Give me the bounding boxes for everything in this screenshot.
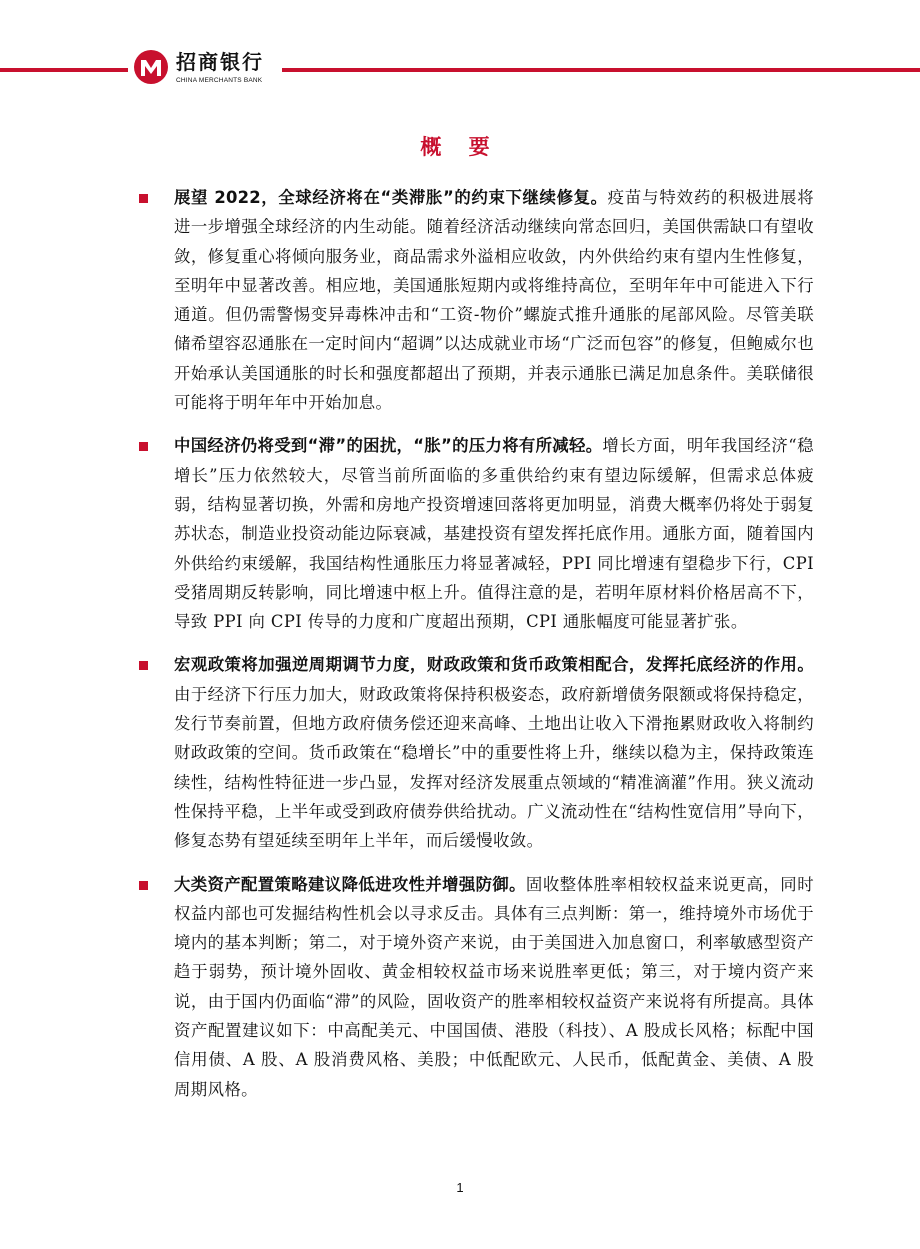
- page-header: [0, 0, 920, 100]
- header-rule-right: [282, 68, 920, 72]
- bullet-square-icon: [139, 442, 148, 451]
- summary-content: [134, 183, 814, 1118]
- bullet-square-icon: [139, 881, 148, 890]
- page-title: 概 要: [420, 135, 500, 159]
- bullet-square-icon: [139, 661, 148, 670]
- summary-paragraph: [174, 650, 814, 855]
- summary-item: [134, 431, 814, 636]
- paragraph-lead: 宏观政策将加强逆周期调节力度，财政政策和货币政策相配合，发挥托底经济的作用。: [174, 655, 814, 675]
- paragraph-body: 固收整体胜率相较权益来说更高，同时权益内部也可发掘结构性机会以寻求反击。具体有三点判断：第一，维持境外市场优于境内的基本判断；第二，对于境外资产来说，由于美国进入加息窗口，利率敏感型资产趋于弱势，预计境外固收、黄金相较权益市场来说胜率更低；第三，对于境内资产来说，由于国内仍面临“滞”的风险，固收资产的胜率相较权益资产来说将有所提高。具体资产配置建议如下：中高配美元、中国国债、港股（科技）、A 股成长风格；标配中国信用债、A 股、A 股消费风格、美股；中低配欧元、人民币，低配黄金、美债、A 股周期风格。: [174, 874, 814, 1099]
- summary-paragraph: [174, 183, 814, 417]
- summary-paragraph: [174, 870, 814, 1104]
- paragraph-body: 增长方面，明年我国经济“稳增长”压力依然较大，尽管当前所面临的多重供给约束有望边际缓解，但需求总体疲弱，结构显著切换，外需和房地产投资增速回落将更加明显，消费大概率仍将处于弱复苏状态，制造业投资动能边际衰减，基建投资有望发挥托底作用。通胀方面，随着国内外供给约束缓解，我国结构性通胀压力将显著减轻，PPI 同比增速有望稳步下行，CPI 受猪周期反转影响，同比增速中枢上升。值得注意的是，若明年原材料价格居高不下，导致 PPI 向 CPI 传导的力度和广度超出预期，CPI 通胀幅度可能显著扩张。: [174, 436, 814, 632]
- paragraph-body: 由于经济下行压力加大，财政政策将保持积极姿态，政府新增债务限额或将保持稳定，发行节奏前置，但地方政府债务偿还迎来高峰、土地出让收入下滑拖累财政收入将制约财政政策的空间。货币政策在“稳增长”中的重要性将上升，继续以稳为主，保持政策连续性，结构性特征进一步凸显，发挥对经济发展重点领域的“精准滴灌”作用。狭义流动性保持平稳，上半年或受到政府债券供给扰动。广义流动性在“结构性宽信用”导向下，修复态势有望延续至明年上半年，而后缓慢收敛。: [174, 684, 814, 851]
- page-number: 1: [456, 1180, 464, 1195]
- paragraph-lead: 中国经济仍将受到“滞”的困扰，“胀”的压力将有所减轻。: [174, 436, 603, 456]
- paragraph-lead: 展望 2022，全球经济将在“类滞胀”的约束下继续修复。: [174, 188, 608, 207]
- summary-item: [134, 870, 814, 1104]
- bank-name-cn: 招商银行: [176, 50, 264, 74]
- summary-item: [134, 650, 814, 855]
- cmb-logo-icon: [133, 49, 169, 85]
- bullet-square-icon: [139, 194, 148, 203]
- paragraph-lead: 大类资产配置策略建议降低进攻性并增强防御。: [174, 874, 526, 894]
- bank-name-en: CHINA MERCHANTS BANK: [176, 77, 263, 84]
- summary-item: [134, 183, 814, 417]
- header-rule-left: [0, 68, 128, 72]
- summary-paragraph: [174, 431, 814, 636]
- paragraph-body: 疫苗与特效药的积极进展将进一步增强全球经济的内生动能。随着经济活动继续向常态回归，美国供需缺口有望收敛，修复重心将倾向服务业，商品需求外溢相应收敛，内外供给约束有望内生性修复，至明年中显著改善。相应地，美国通胀短期内或将维持高位，至明年年中可能进入下行通道。但仍需警惕变异毒株冲击和“工资-物价”螺旋式推升通胀的尾部风险。尽管美联储希望容忍通胀在一定时间内“超调”以达成就业市场“广泛而包容”的修复，但鲍威尔也开始承认美国通胀的时长和强度都超出了预期，并表示通胀已满足加息条件。美联储很可能将于明年年中开始加息。: [174, 188, 814, 413]
